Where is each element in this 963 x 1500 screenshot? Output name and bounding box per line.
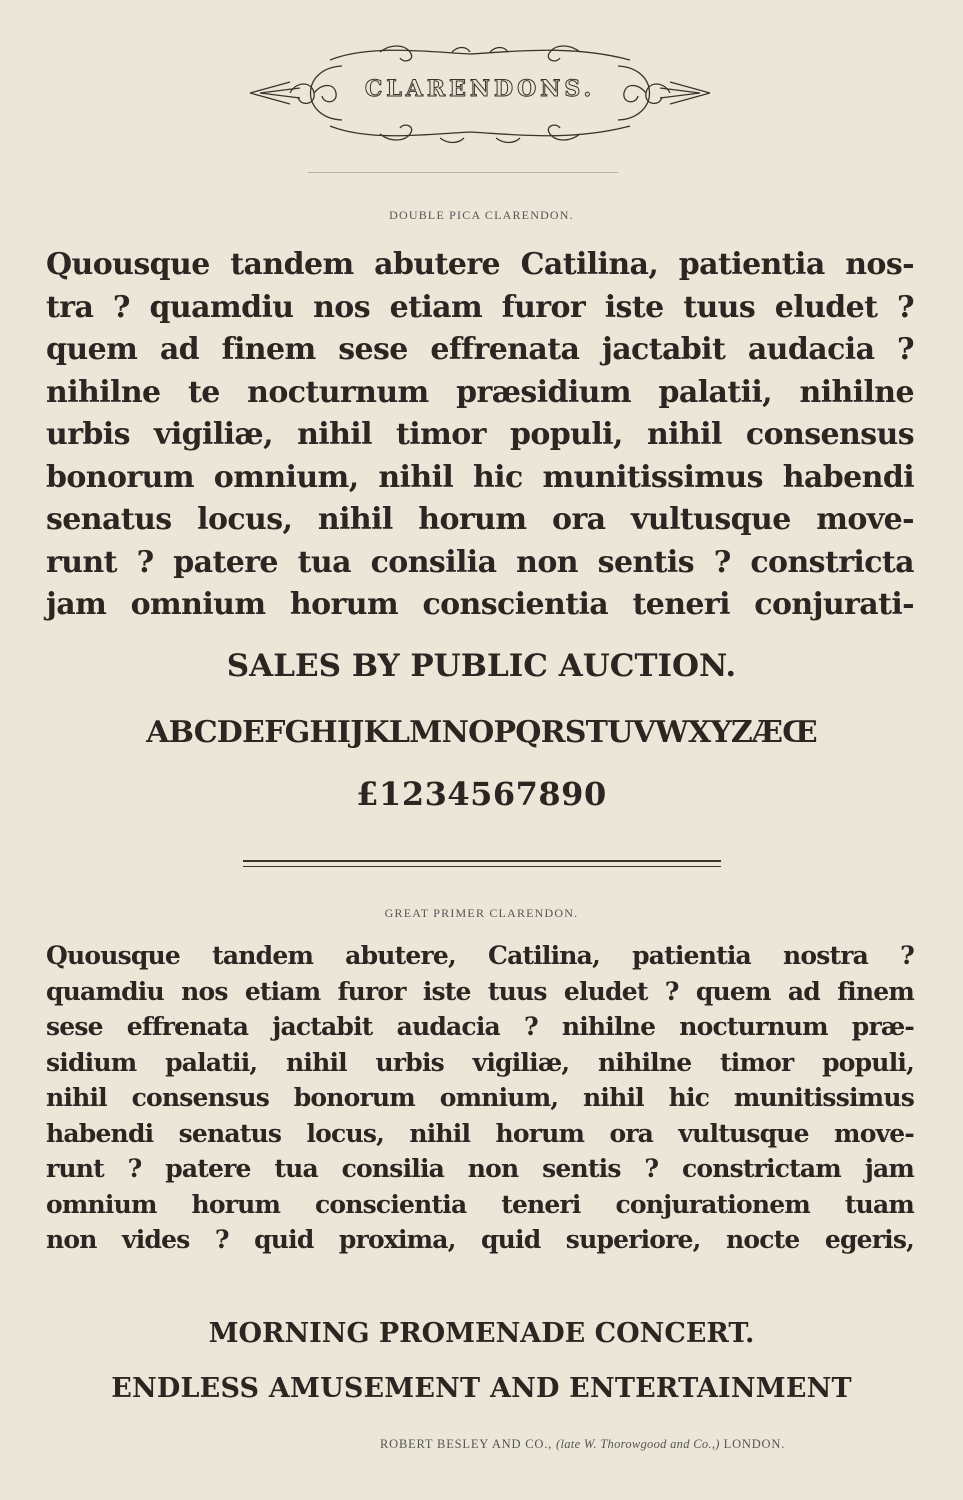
- display-line-alphabet: ABCDEFGHIJKLMNOPQRSTUVWXYZÆŒ: [146, 715, 817, 750]
- display-line-concert: MORNING PROMENADE CONCERT.: [208, 1318, 755, 1349]
- text-line: Quousque tandem abutere Catilina, patientia nos-: [46, 247, 914, 282]
- display-line-figures: £1234567890: [356, 775, 607, 813]
- text-line: sidium palatii, nihil urbis vigiliæ, nihilne timor populi,: [46, 1047, 914, 1077]
- top-rule: [308, 172, 618, 173]
- text-line: runt ? patere tua consilia non sentis ? constricta: [46, 544, 914, 580]
- ornamental-banner: [230, 38, 730, 148]
- section-label-double-pica: DOUBLE PICA CLARENDON.: [389, 208, 574, 222]
- text-line: nihilne te nocturnum præsidium palatii, nihilne: [46, 374, 914, 410]
- imprint-predecessor: (late W. Thorowgood and Co.,): [556, 1437, 720, 1451]
- great-primer-paragraph: [46, 938, 914, 1258]
- printer-imprint: [380, 1437, 785, 1452]
- display-line-entertainment: ENDLESS AMUSEMENT AND ENTERTAINMENT: [111, 1373, 852, 1404]
- text-line: quem ad finem sese effrenata jactabit audacia ?: [46, 332, 914, 367]
- text-line: senatus locus, nihil horum ora vultusque move-: [46, 502, 914, 537]
- text-line: omnium horum conscientia teneri conjurationem tuam: [46, 1189, 914, 1219]
- text-line: nihil consensus bonorum omnium, nihil hic munitissimus: [46, 1083, 914, 1112]
- display-line-auction: SALES BY PUBLIC AUCTION.: [226, 648, 737, 684]
- text-line: tra ? quamdiu nos etiam furor iste tuus eludet ?: [46, 289, 914, 325]
- section-label-great-primer: GREAT PRIMER CLARENDON.: [384, 906, 579, 920]
- text-line: urbis vigiliæ, nihil timor populi, nihil consensus: [46, 417, 914, 452]
- text-line: quamdiu nos etiam furor iste tuus eludet ? quem ad finem: [46, 976, 914, 1006]
- imprint-name: ROBERT BESLEY AND CO.,: [380, 1437, 553, 1451]
- double-pica-paragraph: [46, 244, 914, 627]
- banner-title: CLARENDONS.: [364, 76, 596, 102]
- section-divider: [243, 860, 721, 867]
- text-line: bonorum omnium, nihil hic munitissimus habendi: [46, 459, 914, 495]
- text-line: runt ? patere tua consilia non sentis ? constrictam jam: [46, 1154, 914, 1183]
- text-line: sese effrenata jactabit audacia ? nihilne nocturnum præ-: [46, 1012, 914, 1041]
- text-line: Quousque tandem abutere, Catilina, patientia nostra ?: [46, 941, 914, 970]
- text-line: non vides ? quid proxima, quid superiore, nocte egeris,: [46, 1225, 914, 1254]
- imprint-city: LONDON.: [723, 1437, 786, 1451]
- text-line: jam omnium horum conscientia teneri conjurati-: [46, 587, 914, 622]
- text-line: habendi senatus locus, nihil horum ora vultusque move-: [46, 1118, 914, 1148]
